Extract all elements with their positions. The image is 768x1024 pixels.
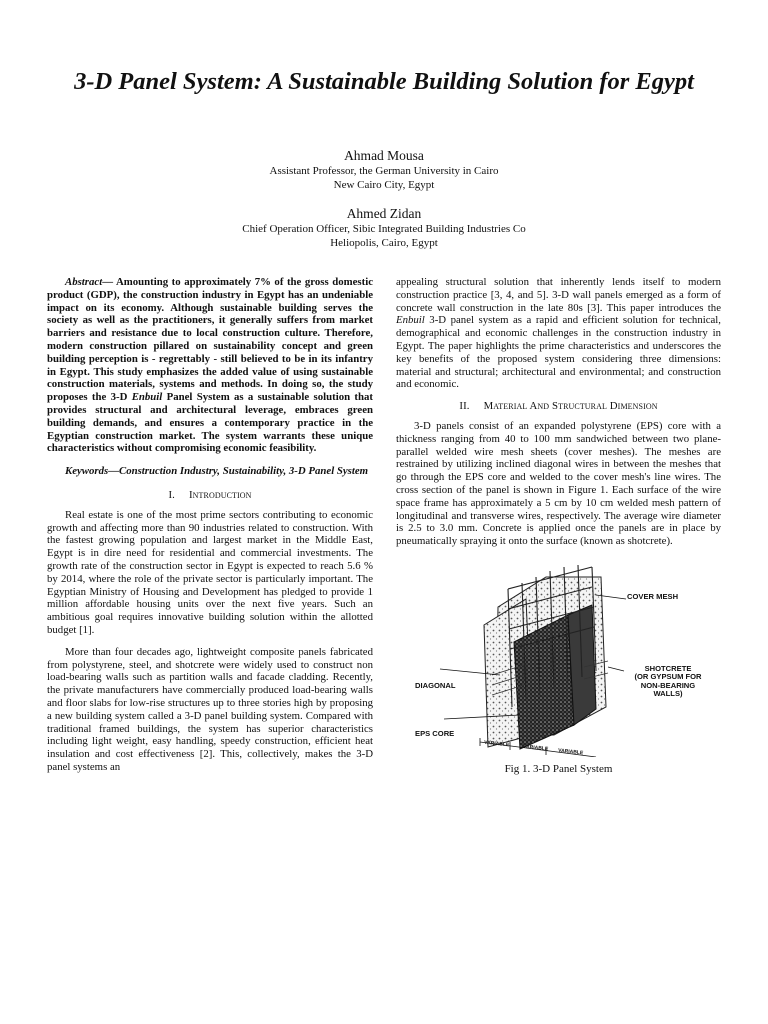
paragraph-text: appealing structural solution that inherently lends itself to modern construction practice [3, 4, and 5]. 3-D wall panels emerged as a form of concrete wall construction in the late 80s [3]. This paper introduces the xyxy=(396,276,721,314)
right-column xyxy=(396,276,721,776)
section-title: Introduction xyxy=(188,488,252,501)
shotcrete-line: SHOTCRETE xyxy=(644,663,692,673)
figure-caption: Fig 1. 3-D Panel System xyxy=(504,762,613,775)
author-location: New Cairo City, Egypt xyxy=(333,179,435,191)
panel-diagram xyxy=(396,557,721,757)
section-title: Material And Structural Dimension xyxy=(483,400,658,413)
author-location: Heliopolis, Cairo, Egypt xyxy=(330,237,438,249)
paragraph: More than four decades ago, lightweight composite panels fabricated from polystyrene, steel, and shotcrete were widely used to construct non load-bearing walls such as partition walls and facade cladding. Recently, the private manufacturers have commercially produced load-bearing walls and floor slabs for low-rise structures up to three stories high by proposing a new building system called a 3-D panel building system. Compared with traditional framed buildings, the system has superior characteristics including light weight, easy handling, speedy construction, efficient heat insulation and cost effectiveness [2]. This, collectively, makes the 3-D panel systems an xyxy=(47,645,373,773)
abstract-label: Abstract xyxy=(65,276,103,288)
cover-mesh-label: COVER MESH xyxy=(627,591,679,601)
abstract-dash: — xyxy=(102,276,116,288)
dimension-label: VARIABLE xyxy=(557,747,584,757)
shotcrete-line: WALLS) xyxy=(653,689,683,699)
section-number: II. xyxy=(459,400,470,413)
dimension-label: VARIABLE xyxy=(483,739,510,749)
paragraph-emphasis: Enbuil xyxy=(396,314,425,327)
author-name: Ahmed Zidan xyxy=(346,206,422,221)
diagonal-label: DIAGONAL xyxy=(415,680,456,690)
shotcrete-line: NON-BEARING xyxy=(640,680,696,690)
keywords xyxy=(47,465,373,478)
paragraph-text-cont: 3-D panel system as a rapid and efficient solution for technical, demographical and economic challenges in the construction industry in Egypt. The paper highlights the prime characteristics and underscores the key benefits of the proposed system considering three dimensions: material and structural; architectural and environmental; and construction and economic. xyxy=(396,314,721,391)
paragraph: Real estate is one of the most prime sectors contributing to economic growth and affecting more than 90 industries related to construction. With the fastest growing population and largest market in the Middle East, Egypt is in dire need for residential and commercial investments. The growth rate of the construction sector in Egypt is expected to reach 5.6 % by 2014, where the role of the private sector is particularly important. The Egyptian Ministry of Housing and Development has pledged to provide 1 million affordable housing units over the next five years. Such an ambitious goal requires innovative building solution within the allotted budget [1]. xyxy=(47,508,373,636)
section-heading xyxy=(47,489,373,502)
abstract-text-cont: Panel System as a sustainable solution that provides structural and architectural leverage, embraces green building demands, and ensures a contemporary practice in the Egyptian construction market. The system warrants these unique characteristics without compromising economic feasibility. xyxy=(47,391,374,455)
eps-core-label: EPS CORE xyxy=(415,728,455,738)
author-name: Ahmad Mousa xyxy=(344,148,424,163)
shotcrete-line: (OR GYPSUM FOR xyxy=(634,672,702,682)
abstract-text: Amounting to approximately 7% of the gross domestic product (GDP), the construction industry in Egypt has an undeniable impact on its economy. Although sustainable building serves the society as well as the practitioners, it generally suffers from market barriers and resistance due to local construction culture. Therefore, modern construction pillared on sustainability concept and green building perception is - regrettably - still believed to be in its infantry in Egypt. This study emphasizes the added value of using sustainable construction materials, systems and methods. In doing so, the study proposes the 3-D xyxy=(47,276,373,404)
paragraph: 3-D panels consist of an expanded polystyrene (EPS) core with a thickness ranging from 40 to 100 mm sandwiched between two plane-parallel welded wire mesh sheets (cover meshes). The meshes are restrained by utilizing inclined diagonal wires in between the meshes that go through the EPS core and welded to the cover mesh's line wires. The cross section of the panel is shown in Figure 1. Each surface of the wire space frame has approximately a 5 cm by 10 cm welded mesh pattern of longitudinal and transverse wires, respectively. The average wire diameter is 2.5 to 3.0 mm. Concrete is applied once the panels are in place by pneumatically spraying it onto the surface (known as shotcrete). xyxy=(396,419,721,548)
keywords-text: —Construction Industry, Sustainability, 3-D Panel System xyxy=(108,465,369,478)
author-block-1 xyxy=(0,147,768,192)
section-number: I. xyxy=(168,488,175,501)
paragraph-continued xyxy=(396,276,721,391)
left-column xyxy=(47,276,373,783)
author-block-2 xyxy=(0,205,768,250)
abstract-emphasis: Enbuil xyxy=(131,391,163,404)
shotcrete-label xyxy=(633,665,703,699)
dimension-label: VARIABLE xyxy=(522,743,549,753)
section-heading xyxy=(396,400,721,413)
panel-system-figure xyxy=(396,557,721,757)
author-affiliation: Chief Operation Officer, Sibic Integrated Building Industries Co xyxy=(242,223,526,235)
author-affiliation: Assistant Professor, the German University in Cairo xyxy=(269,165,499,177)
abstract xyxy=(47,276,373,455)
paper-title: 3-D Panel System: A Sustainable Building Solution for Egypt xyxy=(74,68,694,95)
keywords-label: Keywords xyxy=(65,465,109,478)
